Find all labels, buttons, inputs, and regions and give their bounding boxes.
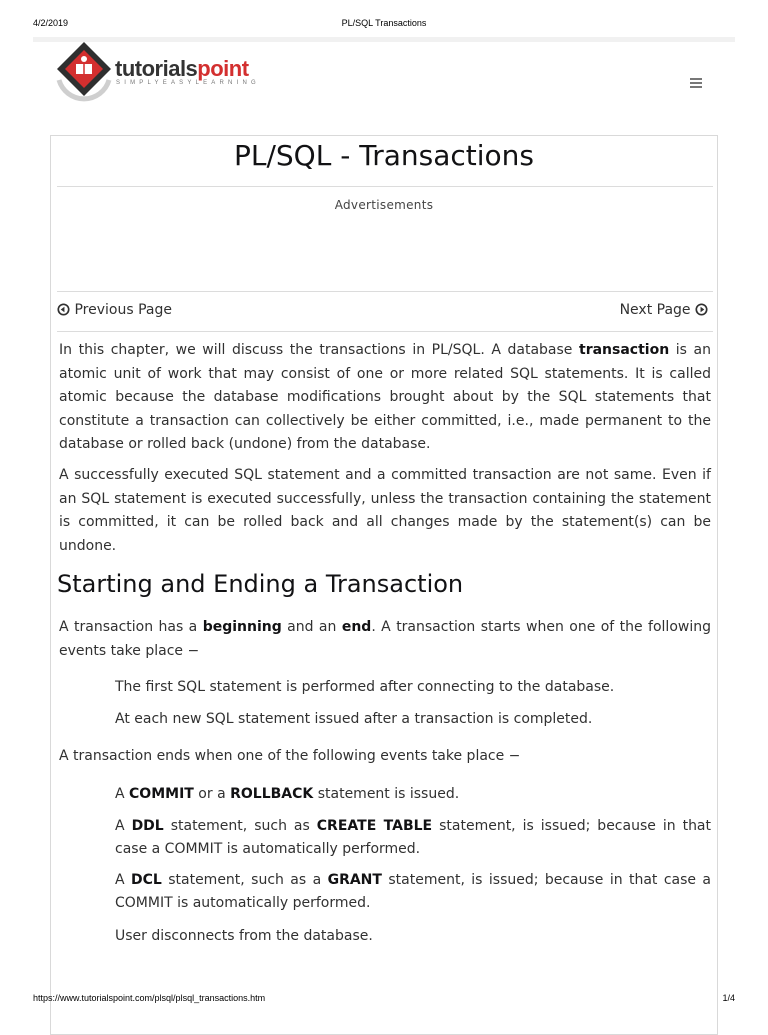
text-run: In this chapter, we will discuss the transactions in PL/SQL. A database xyxy=(59,342,580,358)
circle-arrow-right-icon xyxy=(695,303,708,316)
print-footer xyxy=(33,993,735,1007)
ads-divider xyxy=(57,291,713,292)
bold-term: GRANT xyxy=(327,872,382,888)
text-run: A xyxy=(115,872,131,888)
next-page-label: Next Page xyxy=(619,302,691,318)
intro-paragraph-2: A successfully executed SQL statement and a committed transaction are not same. Even if an SQL statement is executed successfully, unless the transaction containing the statement is committed, it can be rolled back and all changes made by the statement(s) can be undone. xyxy=(59,467,711,554)
text-run: A xyxy=(115,818,132,834)
print-date: 4/2/2019 xyxy=(33,18,69,28)
bold-term: DCL xyxy=(130,872,162,888)
bold-term: beginning xyxy=(202,619,282,635)
intro-paragraph-1 xyxy=(59,339,711,457)
bold-term: DDL xyxy=(131,818,164,834)
list-item xyxy=(115,815,711,861)
text-run: statement, such as a xyxy=(161,872,328,888)
text-run: is an atomic unit of work that may consist of one or more related SQL statements. It is called atomic because the database modifications brought about by the SQL statements that constitute a transaction can collectively be either committed, i.e., made permanent to the database or rolled back (undone) from the database. xyxy=(59,342,711,452)
start-paragraph xyxy=(59,616,711,663)
previous-page-link[interactable] xyxy=(57,302,172,318)
hamburger-menu-icon[interactable] xyxy=(690,78,702,90)
text-run: A transaction has a xyxy=(59,619,203,635)
circle-arrow-left-icon xyxy=(57,303,70,316)
logo-tagline: SIMPLYEASYLEARNING xyxy=(116,80,260,86)
bold-term: COMMIT xyxy=(129,786,194,802)
site-logo[interactable] xyxy=(49,38,289,108)
next-page-link[interactable] xyxy=(620,302,708,318)
print-title: PL/SQL Transactions xyxy=(341,18,427,28)
list-item: At each new SQL statement issued after a transaction is completed. xyxy=(115,711,593,727)
menu-bar xyxy=(690,82,702,84)
text-run: or a xyxy=(193,786,231,802)
logo-wordmark xyxy=(115,56,249,82)
logo-word-2: point xyxy=(197,56,249,81)
list-item xyxy=(115,869,711,915)
bold-term: end xyxy=(341,619,372,635)
menu-bar xyxy=(690,86,702,88)
page-title: PL/SQL - Transactions xyxy=(233,139,534,172)
list-item xyxy=(115,783,711,806)
text-run: statement is issued. xyxy=(313,786,460,802)
bold-term: ROLLBACK xyxy=(230,786,314,802)
text-run: A xyxy=(115,786,130,802)
text-run: statement, is issued; because in that case a COMMIT is automatically performed. xyxy=(115,872,711,911)
page-counter: 1/4 xyxy=(722,993,735,1003)
end-paragraph: A transaction ends when one of the following events take place − xyxy=(59,748,521,764)
text-run: statement, such as xyxy=(163,818,317,834)
list-item: The first SQL statement is performed after connecting to the database. xyxy=(115,679,615,695)
text-run: . A transaction starts when one of the following events take place − xyxy=(59,619,711,659)
nav-divider xyxy=(57,331,713,332)
bold-term: transaction xyxy=(579,342,670,358)
logo-word-1: tutorials xyxy=(115,56,198,81)
section-heading: Starting and Ending a Transaction xyxy=(57,570,464,598)
print-header xyxy=(33,16,735,30)
text-run: and an xyxy=(281,619,342,635)
ads-label: Advertisements xyxy=(334,198,434,212)
print-url: https://www.tutorialspoint.com/plsql/plsql_transactions.htm xyxy=(33,993,266,1003)
bold-term: CREATE TABLE xyxy=(316,818,433,834)
menu-bar xyxy=(690,78,702,80)
list-item: User disconnects from the database. xyxy=(115,928,373,944)
logo-mark-icon xyxy=(49,38,119,108)
title-divider xyxy=(57,186,713,187)
previous-page-label: Previous Page xyxy=(74,302,172,318)
text-run: statement, is issued; because in that case a COMMIT is automatically performed. xyxy=(115,818,712,857)
